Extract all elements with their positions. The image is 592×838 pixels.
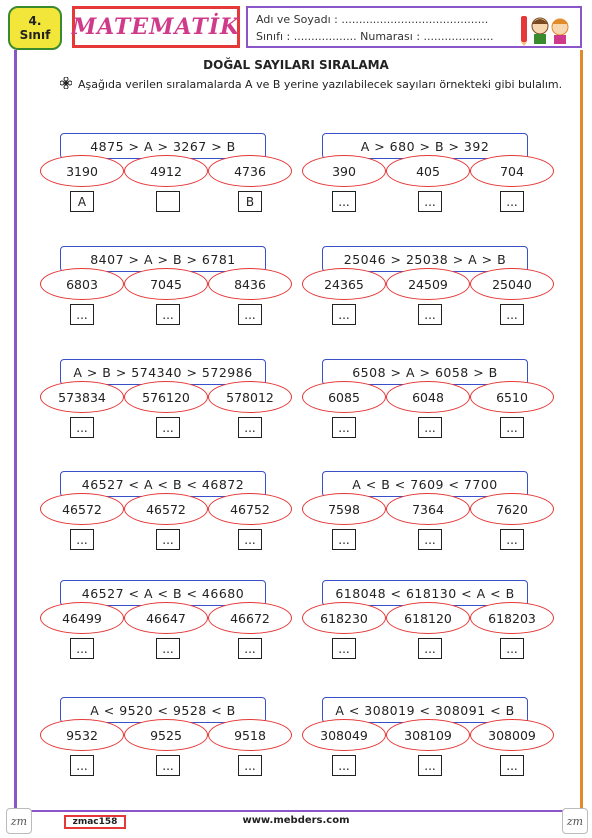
option-oval xyxy=(40,268,124,300)
option-number: 618203 xyxy=(488,610,536,626)
option-oval xyxy=(208,602,292,634)
option-oval xyxy=(40,493,124,525)
option-oval xyxy=(302,155,386,187)
option-number: 7620 xyxy=(496,501,528,517)
answer-box[interactable]: ... xyxy=(70,755,94,776)
option-number: 46647 xyxy=(146,610,186,626)
answer-box[interactable]: ... xyxy=(238,755,262,776)
option-number: 3190 xyxy=(66,163,98,179)
answer-box[interactable]: ... xyxy=(500,417,524,438)
answer-box[interactable]: ... xyxy=(156,417,180,438)
answer-box[interactable]: ... xyxy=(418,638,442,659)
problem-block xyxy=(302,471,552,571)
answer-box[interactable]: ... xyxy=(500,638,524,659)
option-oval xyxy=(208,381,292,413)
problem-block xyxy=(302,246,552,346)
answer-box[interactable]: ... xyxy=(332,417,356,438)
equation-box: 46527 < A < B < 46872 xyxy=(60,471,266,497)
website-footer: www.mebders.com xyxy=(242,815,350,826)
answer-box[interactable]: ... xyxy=(500,529,524,550)
problem-block xyxy=(40,359,290,459)
answer-box[interactable]: ... xyxy=(500,304,524,325)
option-oval xyxy=(208,155,292,187)
equation-box: 46527 < A < B < 46680 xyxy=(60,580,266,606)
option-oval xyxy=(124,602,208,634)
option-oval xyxy=(124,155,208,187)
option-oval xyxy=(40,719,124,751)
problem-block xyxy=(40,471,290,571)
problem-block xyxy=(302,697,552,797)
subject-title: MATEMATİK xyxy=(72,6,240,48)
equation-box: 25046 > 25038 > A > B xyxy=(322,246,528,272)
grade-number: 4. xyxy=(28,14,42,28)
worksheet-code: zmac158 xyxy=(64,815,126,829)
option-oval xyxy=(470,493,554,525)
problem-block xyxy=(40,133,290,233)
frame-left-border xyxy=(14,50,17,812)
option-number: 6803 xyxy=(66,276,98,292)
equation-box: A < 308019 < 308091 < B xyxy=(322,697,528,723)
flower-bullet-icon xyxy=(60,77,72,89)
answer-box[interactable]: A xyxy=(70,191,94,212)
option-oval xyxy=(386,493,470,525)
answer-box[interactable]: ... xyxy=(156,529,180,550)
answer-box[interactable]: ... xyxy=(238,638,262,659)
answer-box[interactable]: ... xyxy=(156,638,180,659)
option-oval xyxy=(302,493,386,525)
option-number: 576120 xyxy=(142,389,190,405)
option-number: 7598 xyxy=(328,501,360,517)
equation-box: 618048 < 618130 < A < B xyxy=(322,580,528,606)
option-number: 4736 xyxy=(234,163,266,179)
answer-box[interactable]: ... xyxy=(418,529,442,550)
option-number: 24365 xyxy=(324,276,364,292)
option-number: 573834 xyxy=(58,389,106,405)
option-number: 704 xyxy=(500,163,524,179)
answer-box[interactable]: ... xyxy=(238,529,262,550)
answer-box[interactable]: ... xyxy=(500,191,524,212)
frame-right-border xyxy=(580,50,583,812)
option-number: 308049 xyxy=(320,727,368,743)
option-number: 9525 xyxy=(150,727,182,743)
page-title: DOĞAL SAYILARI SIRALAMA xyxy=(203,58,389,72)
option-oval xyxy=(124,493,208,525)
option-number: 46572 xyxy=(62,501,102,517)
option-oval xyxy=(40,381,124,413)
grade-badge xyxy=(8,6,62,50)
answer-box[interactable] xyxy=(156,191,180,212)
equation-box: 8407 > A > B > 6781 xyxy=(60,246,266,272)
answer-box[interactable]: ... xyxy=(238,304,262,325)
option-oval xyxy=(302,602,386,634)
problem-block xyxy=(302,580,552,680)
option-number: 6048 xyxy=(412,389,444,405)
answer-box[interactable]: ... xyxy=(418,417,442,438)
option-oval xyxy=(470,268,554,300)
answer-box[interactable]: ... xyxy=(70,529,94,550)
option-oval xyxy=(124,381,208,413)
option-oval xyxy=(386,155,470,187)
answer-box[interactable]: ... xyxy=(238,417,262,438)
option-number: 405 xyxy=(416,163,440,179)
option-number: 308109 xyxy=(404,727,452,743)
problem-block xyxy=(40,246,290,346)
footer-logo-left: zm xyxy=(6,808,32,834)
kids-illustration-icon xyxy=(518,12,574,46)
equation-box: A < 9520 < 9528 < B xyxy=(60,697,266,723)
problem-block xyxy=(302,133,552,233)
option-number: 4912 xyxy=(150,163,182,179)
answer-box[interactable]: ... xyxy=(500,755,524,776)
option-oval xyxy=(386,602,470,634)
option-number: 6510 xyxy=(496,389,528,405)
option-number: 24509 xyxy=(408,276,448,292)
option-number: 7364 xyxy=(412,501,444,517)
option-number: 618120 xyxy=(404,610,452,626)
answer-box[interactable]: ... xyxy=(418,304,442,325)
answer-box[interactable]: ... xyxy=(418,755,442,776)
answer-box[interactable]: ... xyxy=(70,638,94,659)
option-number: 618230 xyxy=(320,610,368,626)
answer-box[interactable]: ... xyxy=(418,191,442,212)
option-oval xyxy=(470,155,554,187)
option-number: 308009 xyxy=(488,727,536,743)
option-number: 46499 xyxy=(62,610,102,626)
answer-box[interactable]: ... xyxy=(70,417,94,438)
equation-box: 4875 > A > 3267 > B xyxy=(60,133,266,159)
class-number-line: Sınıfı : .................. Numarası : .................... xyxy=(256,30,494,43)
answer-box[interactable]: ... xyxy=(156,755,180,776)
option-oval xyxy=(302,268,386,300)
option-oval xyxy=(302,381,386,413)
option-oval xyxy=(470,381,554,413)
equation-box: A > B > 574340 > 572986 xyxy=(60,359,266,385)
option-number: 8436 xyxy=(234,276,266,292)
option-oval xyxy=(124,719,208,751)
option-number: 46752 xyxy=(230,501,270,517)
option-oval xyxy=(302,719,386,751)
footer-logo-right: zm xyxy=(562,808,588,834)
problem-block xyxy=(302,359,552,459)
answer-box[interactable]: B xyxy=(238,191,262,212)
option-oval xyxy=(208,719,292,751)
option-number: 9518 xyxy=(234,727,266,743)
option-oval xyxy=(386,268,470,300)
option-oval xyxy=(40,602,124,634)
option-oval xyxy=(124,268,208,300)
problem-block xyxy=(40,697,290,797)
problem-block xyxy=(40,580,290,680)
option-oval xyxy=(470,719,554,751)
student-info-box xyxy=(246,6,582,48)
option-oval xyxy=(386,719,470,751)
answer-box[interactable]: ... xyxy=(332,304,356,325)
option-number: 9532 xyxy=(66,727,98,743)
option-number: 25040 xyxy=(492,276,532,292)
answer-box[interactable]: ... xyxy=(332,755,356,776)
option-oval xyxy=(208,493,292,525)
name-line: Adı ve Soyadı : .......................................... xyxy=(256,13,489,26)
answer-box[interactable]: ... xyxy=(332,529,356,550)
option-oval xyxy=(208,268,292,300)
equation-box: 6508 > A > 6058 > B xyxy=(322,359,528,385)
option-oval xyxy=(386,381,470,413)
option-number: 6085 xyxy=(328,389,360,405)
answer-box[interactable]: ... xyxy=(332,191,356,212)
grade-sub: Sınıf xyxy=(19,28,51,42)
option-number: 46672 xyxy=(230,610,270,626)
option-number: 390 xyxy=(332,163,356,179)
answer-box[interactable]: ... xyxy=(70,304,94,325)
option-number: 46572 xyxy=(146,501,186,517)
option-number: 578012 xyxy=(226,389,274,405)
option-number: 7045 xyxy=(150,276,182,292)
answer-box[interactable]: ... xyxy=(332,638,356,659)
option-oval xyxy=(40,155,124,187)
frame-bottom-border xyxy=(14,810,583,812)
equation-box: A > 680 > B > 392 xyxy=(322,133,528,159)
option-oval xyxy=(470,602,554,634)
equation-box: A < B < 7609 < 7700 xyxy=(322,471,528,497)
instruction-text: Aşağıda verilen sıralamalarda A ve B yerine yazılabilecek sayıları örnekteki gibi bulalım. xyxy=(78,78,563,91)
answer-box[interactable]: ... xyxy=(156,304,180,325)
